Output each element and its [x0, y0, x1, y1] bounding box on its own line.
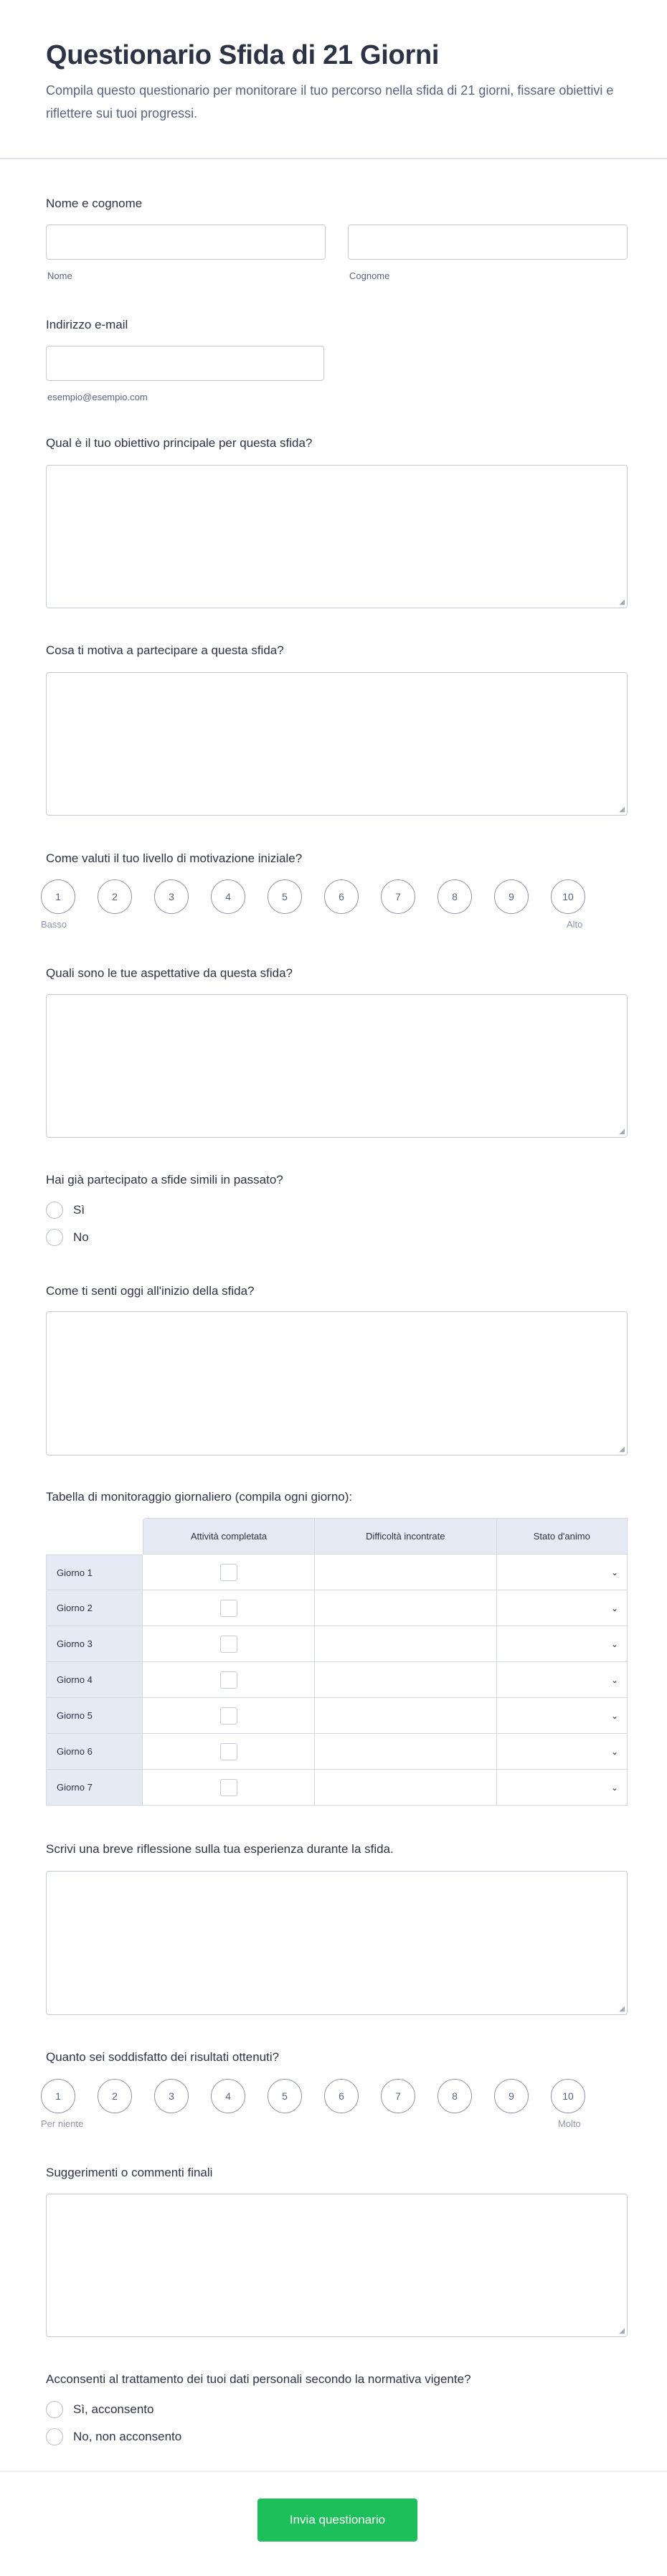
mood-select[interactable] [497, 1662, 628, 1698]
scale-option[interactable]: 3 [154, 2079, 189, 2113]
footer-divider [0, 2471, 667, 2472]
row-label: Giorno 2 [46, 1590, 143, 1626]
row-label: Giorno 1 [46, 1554, 143, 1590]
first-name-sublabel: Nome [47, 270, 72, 281]
scale-option[interactable]: 10 [551, 879, 585, 914]
table-row [46, 1554, 628, 1590]
chevron-down-icon: ⌄ [610, 1567, 618, 1577]
scale-option[interactable]: 4 [211, 879, 245, 914]
motivation-level-scale [41, 879, 629, 937]
radio-option-no[interactable] [46, 1229, 89, 1246]
difficulty-cell-input[interactable] [315, 1554, 497, 1590]
chevron-down-icon: ⌄ [610, 1638, 618, 1649]
chevron-down-icon: ⌄ [610, 1710, 618, 1721]
goal-textarea[interactable] [46, 465, 628, 608]
satisfaction-label: Quanto sei soddisfatto dei risultati ottenuti? [46, 2050, 280, 2064]
chevron-down-icon: ⌄ [610, 1603, 618, 1613]
difficulty-cell-input[interactable] [315, 1770, 497, 1806]
satisfaction-scale [41, 2079, 629, 2136]
resize-handle-icon[interactable]: ◢ [619, 1128, 625, 1136]
goal-label: Qual è il tuo obiettivo principale per questa sfida? [46, 436, 313, 450]
radio-option-consent-yes[interactable] [46, 2401, 153, 2418]
feeling-textarea[interactable] [46, 1311, 628, 1456]
scale-option[interactable]: 10 [551, 2079, 585, 2113]
mood-select[interactable] [497, 1554, 628, 1590]
mood-select[interactable] [497, 1626, 628, 1662]
activity-checkbox[interactable] [220, 1636, 237, 1653]
mood-select[interactable] [497, 1734, 628, 1770]
motivation-label: Cosa ti motiva a partecipare a questa sfida? [46, 643, 284, 657]
table-corner [46, 1518, 143, 1554]
tracker-label: Tabella di monitoraggio giornaliero (compila ogni giorno): [46, 1490, 353, 1504]
consent-label: Acconsenti al trattamento dei tuoi dati personali secondo la normativa vigente? [46, 2372, 471, 2386]
feeling-label: Come ti senti oggi all'inizio della sfida? [46, 1284, 255, 1298]
scale-low-label: Per niente [41, 2118, 84, 2129]
row-label: Giorno 4 [46, 1662, 143, 1698]
difficulty-cell-input[interactable] [315, 1590, 497, 1626]
scale-low-label: Basso [41, 919, 67, 930]
header-divider [0, 158, 667, 159]
row-label: Giorno 5 [46, 1698, 143, 1734]
scale-option[interactable]: 7 [381, 2079, 415, 2113]
table-row [46, 1734, 628, 1770]
scale-option[interactable]: 2 [98, 2079, 132, 2113]
column-header: Stato d'animo [497, 1518, 628, 1554]
last-name-input[interactable] [348, 225, 628, 260]
column-header: Difficoltà incontrate [315, 1518, 497, 1554]
motivation-textarea[interactable] [46, 672, 628, 816]
first-name-input[interactable] [46, 225, 326, 260]
chevron-down-icon: ⌄ [610, 1746, 618, 1757]
activity-checkbox[interactable] [220, 1600, 237, 1617]
scale-option[interactable]: 1 [41, 879, 75, 914]
scale-option[interactable]: 9 [494, 2079, 529, 2113]
scale-option[interactable]: 2 [98, 879, 132, 914]
expectations-label: Quali sono le tue aspettative da questa sfida? [46, 966, 293, 980]
radio-label: Sì, acconsento [73, 2402, 154, 2416]
reflection-label: Scrivi una breve riflessione sulla tua esperienza durante la sfida. [46, 1842, 394, 1856]
table-row [46, 1626, 628, 1662]
reflection-textarea[interactable] [46, 1871, 628, 2015]
table-row [46, 1770, 628, 1806]
form-subtitle: Compila questo questionario per monitorare il tuo percorso nella sfida di 21 giorni, fissare obiettivi e riflettere sui tuoi progressi. [46, 83, 614, 121]
chevron-down-icon: ⌄ [610, 1674, 618, 1685]
scale-high-label: Molto [558, 2118, 581, 2129]
scale-option[interactable]: 8 [437, 879, 472, 914]
resize-handle-icon[interactable]: ◢ [619, 1445, 625, 1453]
expectations-textarea[interactable] [46, 994, 628, 1138]
column-header: Attività completata [143, 1518, 315, 1554]
comments-textarea[interactable] [46, 2194, 628, 2337]
radio-circle[interactable] [46, 2401, 63, 2418]
motivation-level-label: Come valuti il tuo livello di motivazione iniziale? [46, 851, 303, 865]
activity-checkbox[interactable] [220, 1779, 237, 1796]
daily-tracker-table [46, 1518, 628, 1806]
email-label: Indirizzo e-mail [46, 318, 128, 331]
scale-option[interactable]: 6 [324, 879, 359, 914]
radio-circle[interactable] [46, 1202, 63, 1219]
radio-label: No [73, 1230, 89, 1244]
table-row [46, 1590, 628, 1626]
mood-select[interactable] [497, 1590, 628, 1626]
activity-checkbox[interactable] [220, 1671, 237, 1689]
scale-option[interactable]: 4 [211, 2079, 245, 2113]
mood-select[interactable] [497, 1698, 628, 1734]
resize-handle-icon[interactable]: ◢ [619, 598, 625, 606]
last-name-sublabel: Cognome [349, 270, 390, 281]
chevron-down-icon: ⌄ [610, 1782, 618, 1793]
resize-handle-icon[interactable]: ◢ [619, 2005, 625, 2013]
mood-select[interactable] [497, 1770, 628, 1806]
resize-handle-icon[interactable]: ◢ [619, 2327, 625, 2335]
row-label: Giorno 7 [46, 1770, 143, 1806]
scale-option[interactable]: 6 [324, 2079, 359, 2113]
difficulty-cell-input[interactable] [315, 1734, 497, 1770]
scale-option[interactable]: 5 [268, 879, 302, 914]
scale-option[interactable]: 8 [437, 2079, 472, 2113]
radio-circle[interactable] [46, 2428, 63, 2445]
name-label: Nome e cognome [46, 197, 143, 210]
activity-checkbox[interactable] [220, 1743, 237, 1760]
comments-label: Suggerimenti o commenti finali [46, 2166, 213, 2179]
difficulty-cell-input[interactable] [315, 1698, 497, 1734]
radio-option-consent-no[interactable] [46, 2428, 181, 2445]
table-row [46, 1662, 628, 1698]
row-label: Giorno 6 [46, 1734, 143, 1770]
email-sublabel: esempio@esempio.com [47, 392, 148, 402]
email-input[interactable] [46, 346, 324, 381]
scale-option[interactable]: 7 [381, 879, 415, 914]
submit-button[interactable]: Invia questionario [257, 2499, 417, 2542]
scale-high-label: Alto [567, 919, 583, 930]
scale-option[interactable]: 9 [494, 879, 529, 914]
form-title: Questionario Sfida di 21 Giorni [46, 40, 440, 70]
resize-handle-icon[interactable]: ◢ [619, 806, 625, 813]
activity-checkbox[interactable] [220, 1564, 237, 1581]
scale-option[interactable]: 1 [41, 2079, 75, 2113]
row-label: Giorno 3 [46, 1626, 143, 1662]
radio-circle[interactable] [46, 1229, 63, 1246]
radio-option-si[interactable] [46, 1202, 85, 1219]
activity-checkbox[interactable] [220, 1707, 237, 1725]
scale-option[interactable]: 5 [268, 2079, 302, 2113]
radio-label: Sì [73, 1203, 85, 1217]
table-row [46, 1698, 628, 1734]
scale-option[interactable]: 3 [154, 879, 189, 914]
radio-label: No, non acconsento [73, 2430, 182, 2443]
past-challenges-label: Hai già partecipato a sfide simili in passato? [46, 1173, 283, 1186]
difficulty-cell-input[interactable] [315, 1662, 497, 1698]
difficulty-cell-input[interactable] [315, 1626, 497, 1662]
